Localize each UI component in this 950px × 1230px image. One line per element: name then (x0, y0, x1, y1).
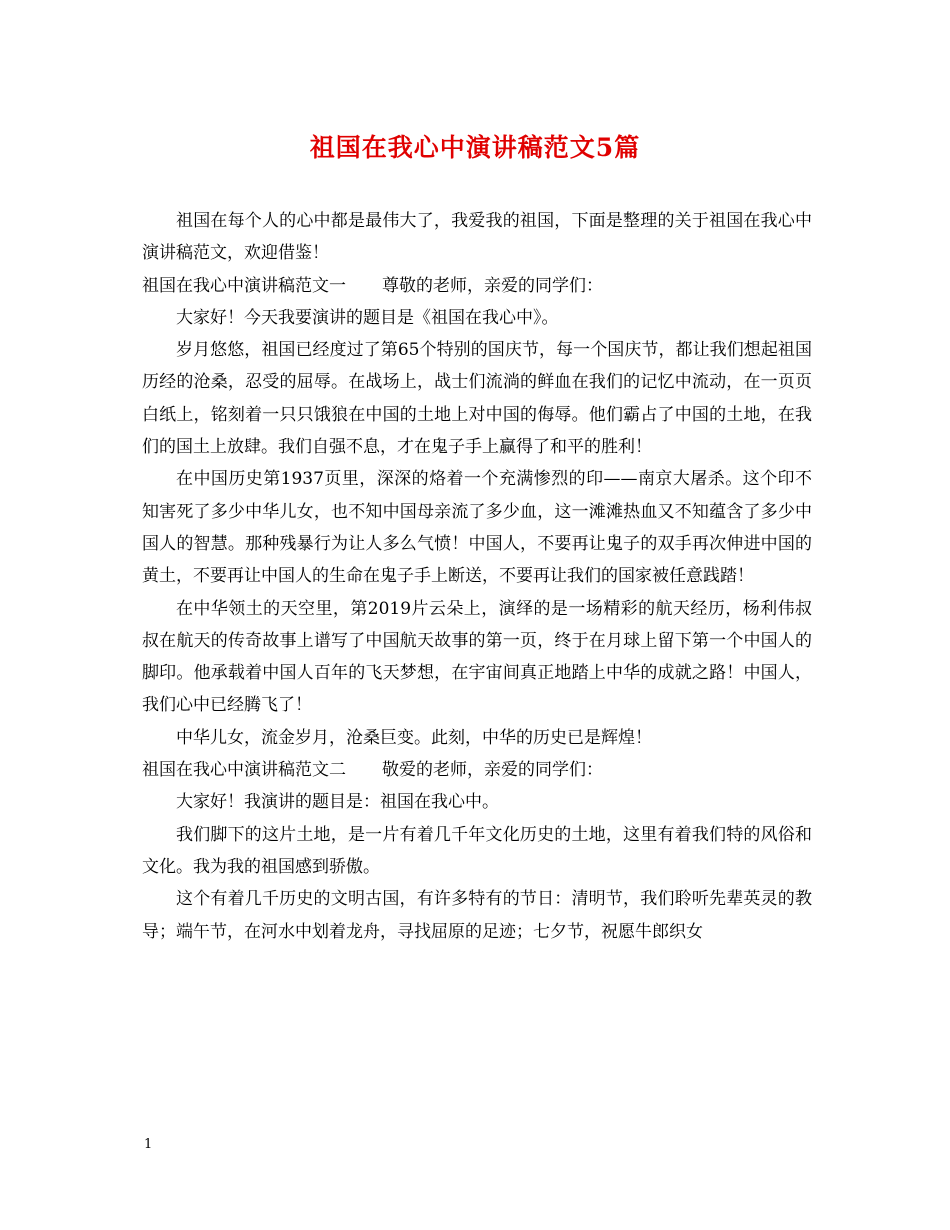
section1-paragraph: 在中华领土的天空里，第2019片云朵上，演绎的是一场精彩的航天经历，杨利伟叔叔在航天的传奇故事上谱写了中国航天故事的第一页，终于在月球上留下第一个中国人的脚印。他承载着中国人百年的飞天梦想，在宇宙间真正地踏上中华的成就之路！中国人，我们心中已经腾飞了！ (142, 598, 812, 716)
document-title: 祖国在我心中演讲稿范文5篇 (309, 133, 641, 162)
section1-paragraph: 大家好！今天我要演讲的题目是《祖国在我心中》。 (176, 307, 559, 328)
intro-paragraph: 祖国在每个人的心中都是最伟大了，我爱我的祖国，下面是整理的关于祖国在我心中演讲稿范文，欢迎借鉴！ (142, 211, 812, 264)
section2-paragraph: 大家好！我演讲的题目是：祖国在我心中。 (176, 792, 499, 813)
section1-salutation: 尊敬的老师，亲爱的同学们： (382, 275, 603, 296)
section1-paragraph: 中华儿女，流金岁月，沧桑巨变。此刻，中华的历史已是辉煌！ (176, 727, 652, 748)
section2-paragraph: 我们脚下的这片土地，是一片有着几千年文化历史的土地，这里有着我们特的风俗和文化。我为我的祖国感到骄傲。 (142, 824, 812, 877)
section1-heading-line (142, 270, 812, 302)
page-number: 1 (144, 1137, 153, 1152)
section2-heading-line (142, 754, 812, 786)
section1-paragraph: 岁月悠悠，祖国已经度过了第65个特别的国庆节，每一个国庆节，都让我们想起祖国历经的沧桑，忍受的屈辱。在战场上，战士们流淌的鲜血在我们的记忆中流动，在一页页白纸上，铭刻着一只只饿狼在中国的土地上对中国的侮辱。他们霸占了中国的土地，在我们的国土上放肆。我们自强不息，才在鬼子手上赢得了和平的胜利！ (142, 340, 812, 458)
document-body (142, 205, 812, 948)
section2-salutation: 敬爱的老师，亲爱的同学们： (382, 760, 603, 781)
section2-heading: 祖国在我心中演讲稿范文二 (142, 760, 346, 781)
section1-heading: 祖国在我心中演讲稿范文一 (142, 275, 346, 296)
section1-paragraph: 在中国历史第1937页里，深深的烙着一个充满惨烈的印——南京大屠杀。这个印不知害死了多少中华儿女，也不知中国母亲流了多少血，这一滩滩热血又不知蕴含了多少中国人的智慧。那种残暴行为让人多么气愤！中国人，不要再让鬼子的双手再次伸进中国的黄土，不要再让中国人的生命在鬼子手上断送，不要再让我们的国家被任意践踏！ (142, 469, 812, 587)
section2-paragraph: 这个有着几千历史的文明古国，有许多特有的节日：清明节，我们聆听先辈英灵的教导；端午节，在河水中划着龙舟，寻找屈原的足迹；七夕节，祝愿牛郎织女 (142, 889, 812, 942)
